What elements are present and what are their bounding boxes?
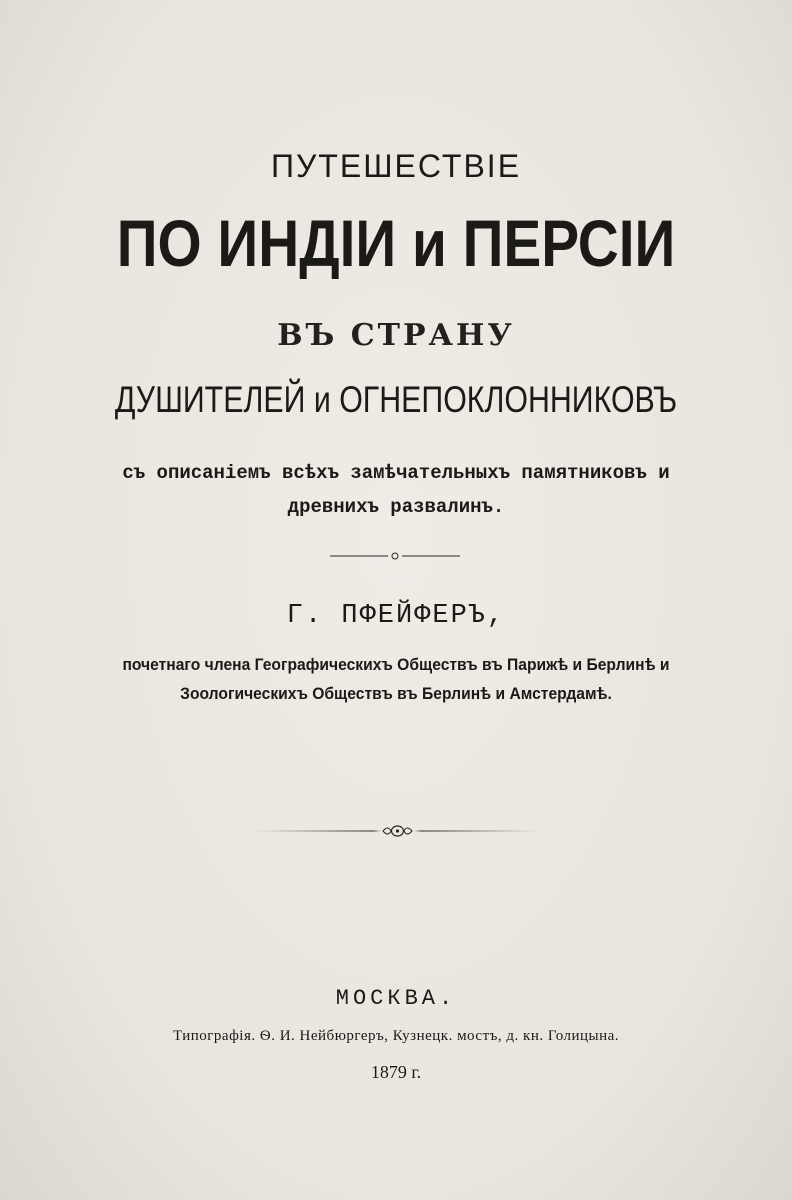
city: МОСКВА. (335, 986, 457, 1011)
author-description-2: Зоологическихъ Обществъ въ Берлинѣ и Амстердамѣ. (180, 684, 612, 703)
author-description-1: почетнаго члена Географическихъ Обществъ въ Парижѣ и Берлинѣ и (122, 655, 670, 674)
year: 1879 г. (370, 1062, 422, 1082)
author-name: Г. ПФЕЙФЕРЪ, (286, 601, 506, 631)
title-line-1: ПУТЕШЕСТВІЕ (270, 148, 522, 184)
divider-ornament-small (330, 550, 460, 562)
subtitle-line-2: древнихъ развалинъ. (287, 496, 505, 518)
divider-ornament-large (255, 823, 540, 839)
subtitle-line-1: съ описаніемъ всѣхъ замѣчательныхъ памятниковъ и (122, 462, 670, 484)
title-line-2: ПО ИНДІИ и ПЕРСІИ (116, 206, 676, 280)
printer-imprint: Типографія. Ѳ. И. Нейбюргеръ, Кузнецк. мостъ, д. кн. Голицына. (172, 1028, 620, 1044)
title-line-3: ВЪ СТРАНУ (277, 318, 515, 353)
title-line-4: ДУШИТЕЛЕЙ и ОГНЕПОКЛОННИКОВЪ (114, 379, 678, 420)
